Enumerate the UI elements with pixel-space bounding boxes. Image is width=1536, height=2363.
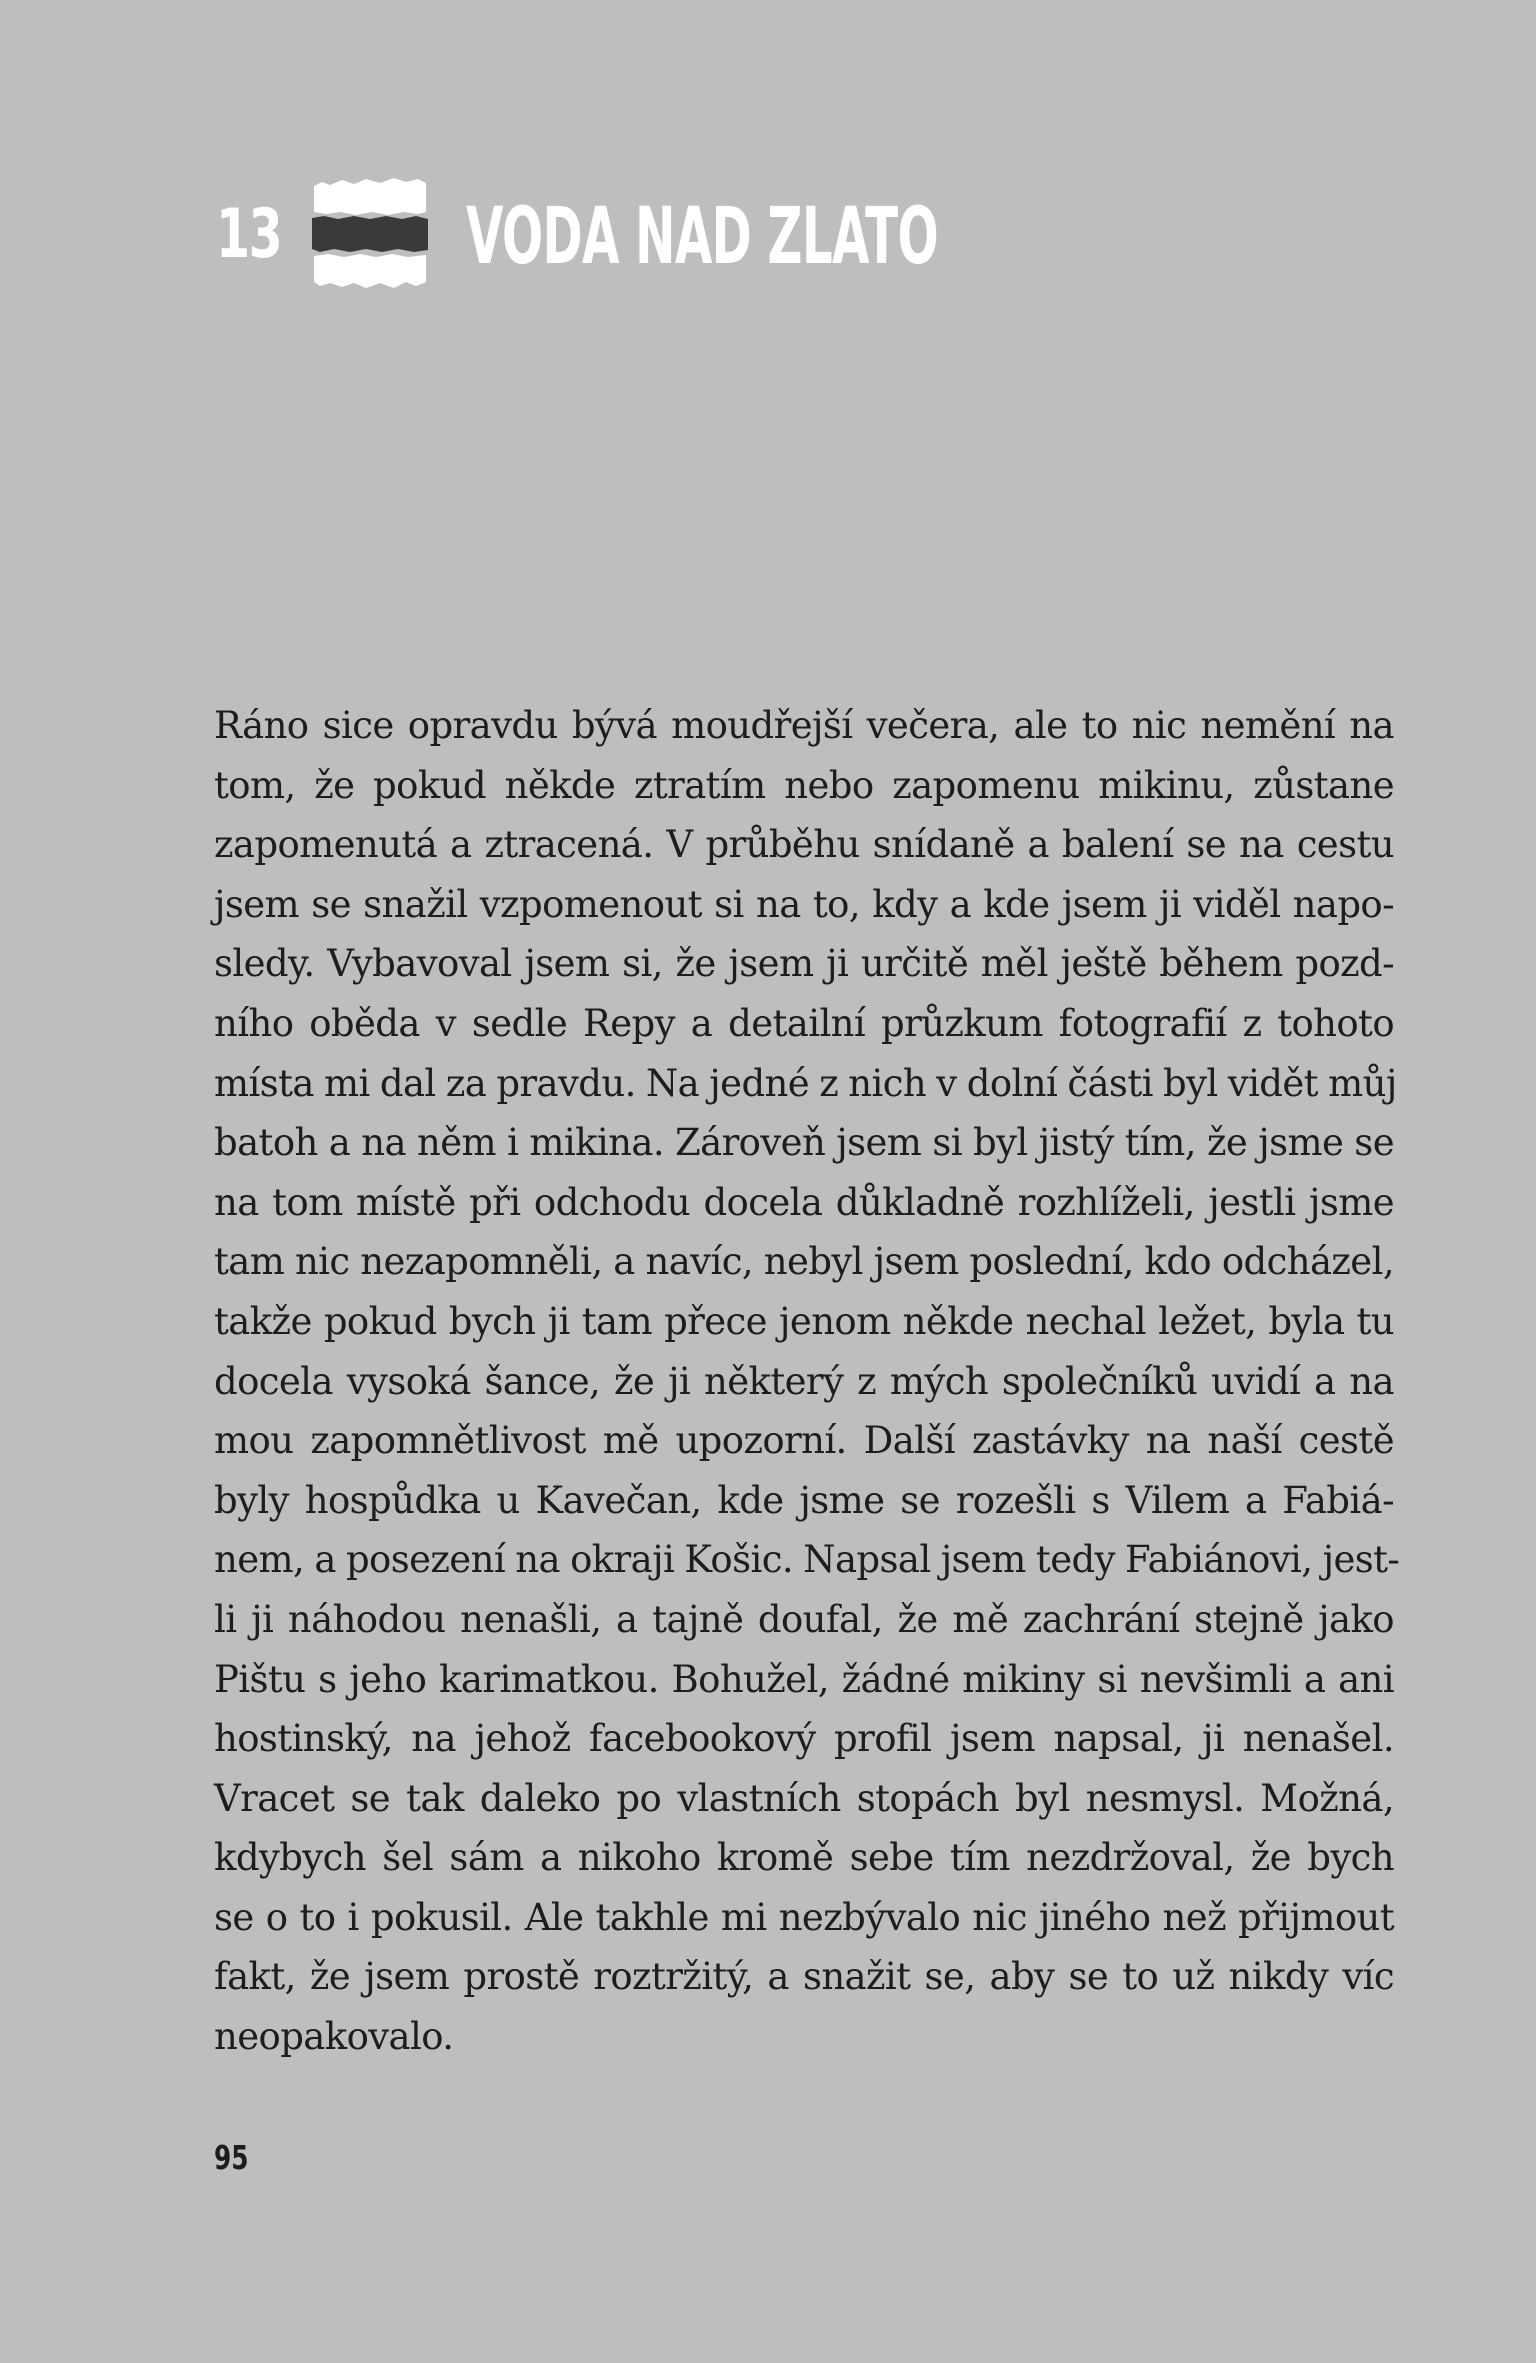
text-line: se o to i pokusil. Ale takhle mi nezbývalo nic jiného než přijmout [214,1895,1394,1939]
text-line: byly hospůdka u Kavečan, kde jsme se rozešli s Vilem a Fabiá- [214,1478,1394,1522]
text-line: Vracet se tak daleko po vlastních stopách byl nesmysl. Možná, [214,1776,1394,1820]
text-line: jsem se snažil vzpomenout si na to, kdy a kde jsem ji viděl napo- [214,882,1394,926]
text-line: mou zapomnětlivost mě upozorní. Další zastávky na naší cestě [214,1419,1394,1463]
text-line: fakt, že jsem prostě roztržitý, a snažit se, aby se to už nikdy víc [214,1955,1394,1999]
text-line: tom, že pokud někde ztratím nebo zapomenu mikinu, zůstane [214,763,1394,807]
text-line: místa mi dal za pravdu. Na jedné z nich v dolní části byl vidět můj [214,1061,1397,1105]
text-line: hostinský, na jehož facebookový profil jsem napsal, ji nenašel. [214,1717,1394,1761]
text-line: ního oběda v sedle Repy a detailní průzkum fotografií z tohoto [214,1001,1394,1045]
text-line: zapomenutá a ztracená. V průběhu snídaně a balení se na cestu [214,823,1394,867]
text-line: Pištu s jeho karimatkou. Bohužel, žádné mikiny si nevšimli a ani [214,1657,1394,1701]
text-line: docela vysoká šance, že ji některý z mých společníků uvidí a na [214,1359,1394,1403]
text-line: takže pokud bych ji tam přece jenom někde nechal ležet, byla tu [214,1299,1394,1343]
text-line: Ráno sice opravdu bývá moudřejší večera, ale to nic nemění na [214,704,1394,747]
text-line: nem, a posezení na okraji Košic. Napsal jsem tedy Fabiánovi, jest- [214,1538,1400,1582]
chapter-header [216,170,938,300]
body-text [214,696,1400,2067]
text-line: batoh a na něm i mikina. Zároveň jsem si byl jistý tím, že jsme se [214,1121,1394,1165]
chapter-title: VODA NAD ZLATO [466,192,938,282]
text-line: neopakovalo. [214,2015,454,2059]
text-line: tam nic nezapomněli, a navíc, nebyl jsem poslední, kdo odcházel, [214,1240,1394,1284]
chapter-number: 13 [216,195,282,274]
page-number: 95 [214,2138,249,2177]
text-line: na tom místě při odchodu docela důkladně rozhlíželi, jestli jsme [214,1180,1394,1224]
flag-stripes-icon [308,176,430,292]
text-line: li ji náhodou nenašli, a tajně doufal, že mě zachrání stejně jako [214,1597,1394,1641]
text-line: kdybych šel sám a nikoho kromě sebe tím nezdržoval, že bych [214,1836,1394,1880]
text-line: sledy. Vybavoval jsem si, že jsem ji určitě měl ještě během pozd- [214,942,1394,986]
